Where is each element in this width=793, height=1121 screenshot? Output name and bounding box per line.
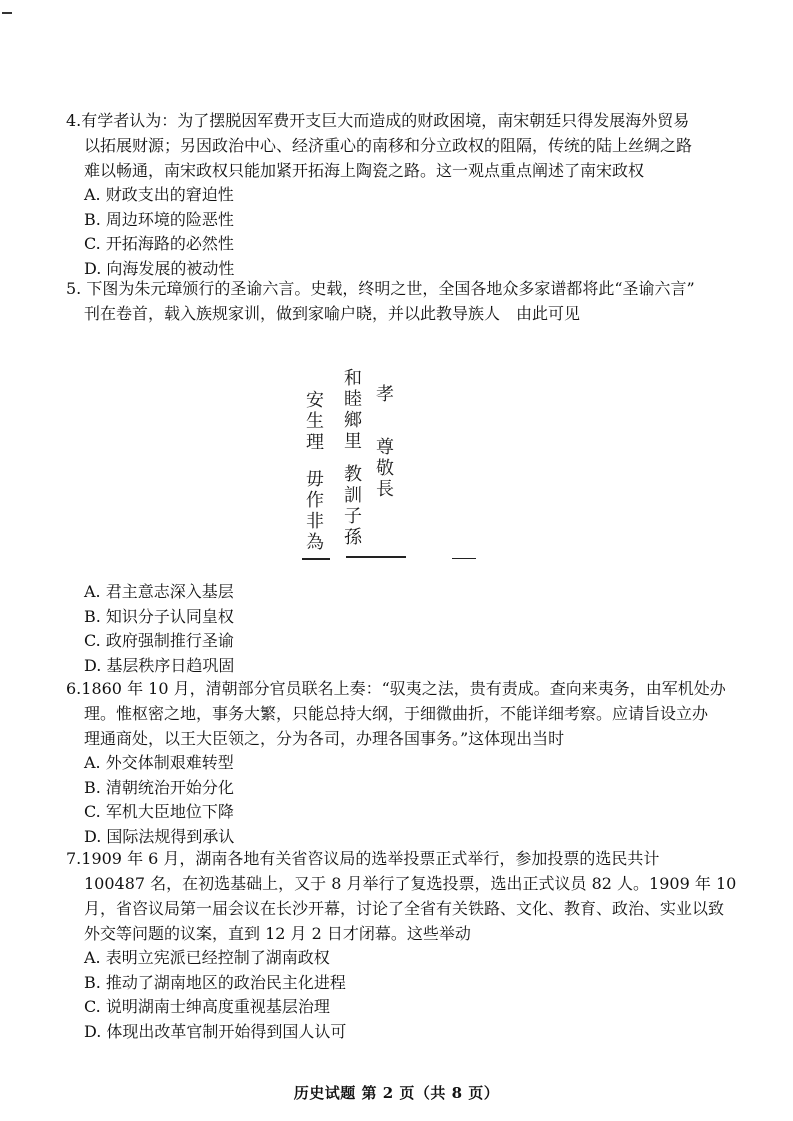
question-4-option-c: C. 开拓海路的必然性 xyxy=(84,234,234,253)
edict-underline-right xyxy=(452,558,476,559)
edict-column-left-bottom: 毋 作 非 為 xyxy=(306,469,324,553)
question-6-option-d: D. 国际法规得到承认 xyxy=(84,826,235,846)
question-7-line-2: 100487 名，在初选基础上，又于 8 月举行了复选投票，选出正式议员 82 人。1909 年 10 xyxy=(84,874,737,893)
edict-column-middle-bottom: 教 訓 子 孫 xyxy=(344,464,362,548)
edict-column-right-top: 孝 xyxy=(376,384,394,405)
question-7 xyxy=(66,846,746,1044)
question-6-option-a: A. 外交体制艰难转型 xyxy=(84,753,234,772)
question-5-options xyxy=(66,580,746,678)
question-7-option-d: D. 体现出改革官制开始得到国人认可 xyxy=(84,1021,347,1041)
question-5-line-2: 刊在卷首，载入族规家训，做到家喻户晓，并以此教导族人 由此可见 xyxy=(84,304,581,323)
edict-column-right-bottom: 尊 敬 長 xyxy=(376,437,394,500)
question-4-line-3: 难以畅通，南宋政权只能加紧开拓海上陶瓷之路。这一观点重点阐述了南宋政权 xyxy=(84,161,645,180)
question-4-line-1: 4.有学者认为：为了摆脱因军费开支巨大而造成的财政困境，南宋朝廷只得发展海外贸易 xyxy=(66,111,690,130)
question-5-option-b: B. 知识分子认同皇权 xyxy=(84,606,234,626)
question-4-line-2: 以拓展财源；另因政治中心、经济重心的南移和分立政权的阻隔，传统的陆上丝绸之路 xyxy=(84,136,693,155)
question-5 xyxy=(66,276,746,326)
question-7-option-a: A. 表明立宪派已经控制了湖南政权 xyxy=(84,948,330,967)
question-5-option-a: A. 君主意志深入基层 xyxy=(84,582,234,601)
question-7-option-c: C. 说明湖南士绅高度重视基层治理 xyxy=(84,997,330,1016)
page-footer: 历史试题 第 2 页（共 8 页） xyxy=(293,1084,500,1102)
question-4-option-d: D. 向海发展的被动性 xyxy=(84,258,235,278)
corner-mark xyxy=(2,12,12,14)
edict-figure xyxy=(270,360,490,570)
question-4-option-a: A. 财政支出的窘迫性 xyxy=(84,185,234,204)
question-4 xyxy=(66,108,746,281)
edict-column-middle-top: 和 睦 鄉 里 xyxy=(344,368,362,452)
edict-column-left xyxy=(304,390,326,553)
question-6-option-c: C. 军机大臣地位下降 xyxy=(84,802,234,821)
edict-column-middle xyxy=(342,368,364,548)
question-7-line-3: 月，省咨议局第一届会议在长沙开幕，讨论了全省有关铁路、文化、教育、政治、实业以致 xyxy=(84,899,725,918)
edict-underline-left xyxy=(302,558,330,560)
question-6-line-1: 6.1860 年 10 月，清朝部分官员联名上奏：“驭夷之法，贵有责成。查向来夷务，由军机处办 xyxy=(66,679,726,698)
question-5-option-c: C. 政府强制推行圣谕 xyxy=(84,631,234,650)
question-5-line-1: 5. 下图为朱元璋颁行的圣谕六言。史载，终明之世，全国各地众多家谱都将此“圣谕六言” xyxy=(66,279,695,298)
edict-column-left-top: 安 生 理 xyxy=(306,390,324,453)
question-6-line-2: 理。惟枢密之地，事务大繁，只能总持大纲，于细微曲折，不能详细考察。应请旨设立办 xyxy=(84,704,709,723)
question-5-option-d: D. 基层秩序日趋巩固 xyxy=(84,655,235,675)
edict-underline-middle xyxy=(346,556,406,558)
question-7-line-1: 7.1909 年 6 月，湖南各地有关省咨议局的选举投票正式举行，参加投票的选民共计 xyxy=(66,849,660,868)
question-6 xyxy=(66,676,746,849)
edict-column-right xyxy=(374,384,396,500)
question-7-option-b: B. 推动了湖南地区的政治民主化进程 xyxy=(84,972,346,992)
question-6-line-3: 理通商处，以王大臣领之，分为各司，办理各国事务。”这体现出当时 xyxy=(84,729,565,748)
question-7-line-4: 外交等问题的议案，直到 12 月 2 日才闭幕。这些举动 xyxy=(84,924,471,943)
question-4-option-b: B. 周边环境的险恶性 xyxy=(84,209,234,229)
question-6-option-b: B. 清朝统治开始分化 xyxy=(84,777,234,797)
